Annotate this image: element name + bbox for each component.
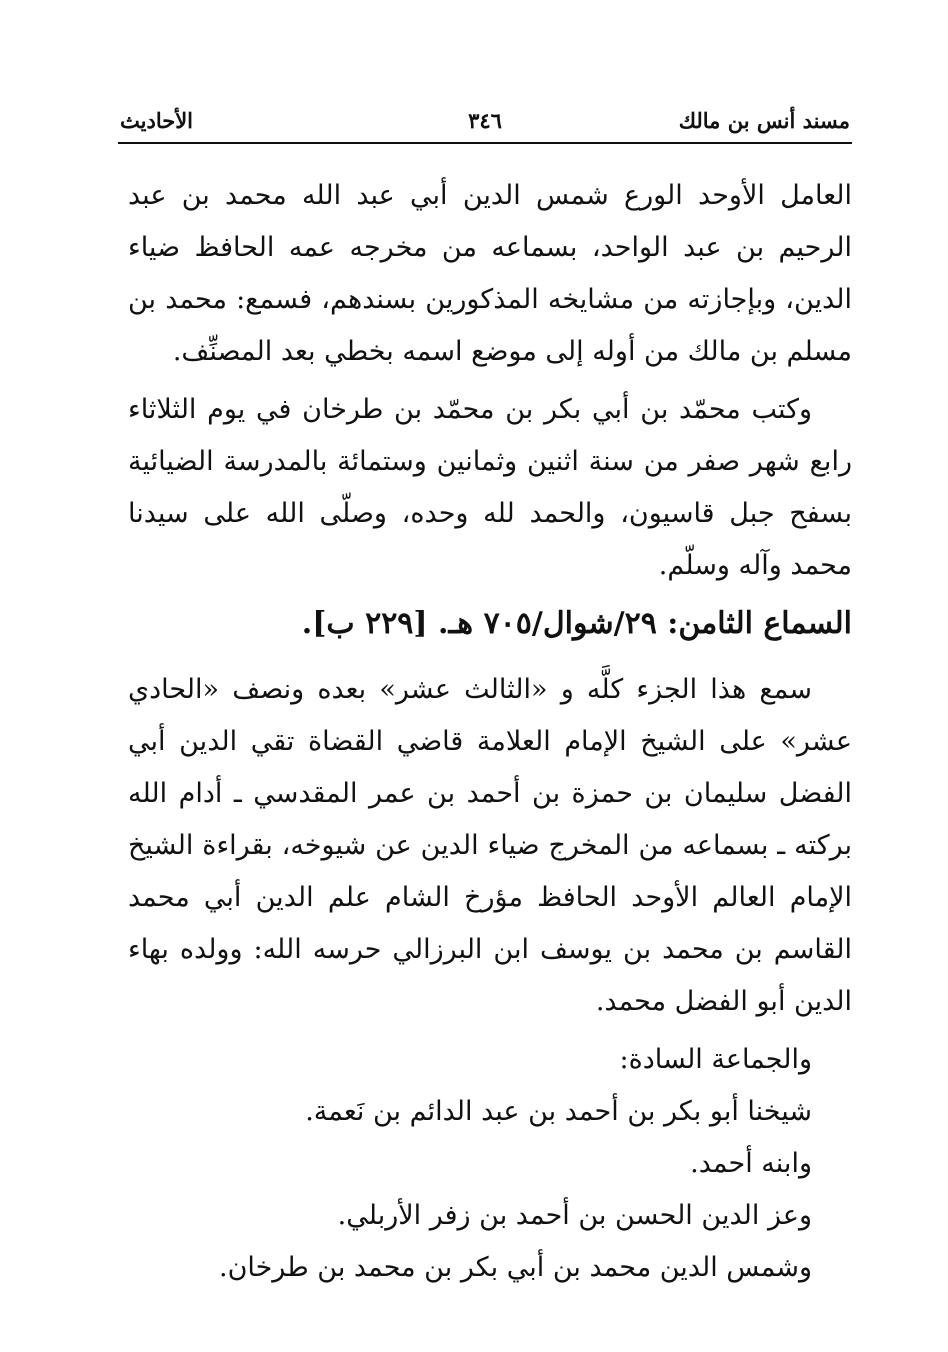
list-item: وابنه أحمد. bbox=[690, 1148, 812, 1179]
list-intro: والجماعة السادة: bbox=[619, 1044, 812, 1075]
list-item: وشمس الدين محمد بن أبي بكر بن محمد بن طرخان. bbox=[218, 1252, 812, 1283]
section-title: الأحاديث bbox=[120, 108, 194, 133]
list-item: شيخنا أبو بكر بن أحمد بن عبد الدائم بن نَعمة. bbox=[305, 1096, 812, 1127]
page-body bbox=[128, 170, 852, 1294]
list-item: وعز الدين الحسن بن أحمد بن زفر الأربلي. bbox=[337, 1200, 812, 1231]
paragraph-audition: سمع هذا الجزء كلَّه و «الثالث عشر» بعده ونصف «الحادي عشر» على الشيخ الإمام العلامة قاضي القضاة تقي الدين أبي الفضل سليمان بن حمزة بن أحمد بن عمر المقدسي ـ أدام الله بركته ـ بسماعه من المخرج ضياء الدين عن شيوخه، بقراءة الشيخ الإمام العالم الأوحد الحافظ مؤرخ الشام علم الدين أبي محمد القاسم بن محمد بن يوسف ابن البرزالي حرسه الله: وولده بهاء الدين أبو الفضل محمد. bbox=[128, 674, 852, 1017]
page-header bbox=[118, 102, 852, 144]
section-heading: السماع الثامن: ٢٩/شوال/٧٠٥ هـ. [٢٢٩ ب]. bbox=[301, 606, 852, 641]
book-title: مسند أنس بن مالك bbox=[678, 108, 850, 133]
attendees-list bbox=[128, 1034, 852, 1294]
page-number: ٣٤٦ bbox=[468, 108, 502, 133]
paragraph-colophon: وكتب محمّد بن أبي بكر بن محمّد بن طرخان في يوم الثلاثاء رابع شهر صفر من سنة اثنين وثمانين وستمائة بالمدرسة الضيائية بسفح جبل قاسيون، والحمد لله وحده، وصلّى الله على سيدنا محمد وآله وسلّم. bbox=[128, 394, 852, 581]
paragraph-continuation: العامل الأوحد الورع شمس الدين أبي عبد الله محمد بن عبد الرحيم بن عبد الواحد، بسماعه من مخرجه عمه الحافظ ضياء الدين، وبإجازته من مشايخه المذكورين بسندهم، فسمع: محمد بن مسلم بن مالك من أوله إلى موضع اسمه بخطي بعد المصنِّف. bbox=[128, 180, 852, 367]
